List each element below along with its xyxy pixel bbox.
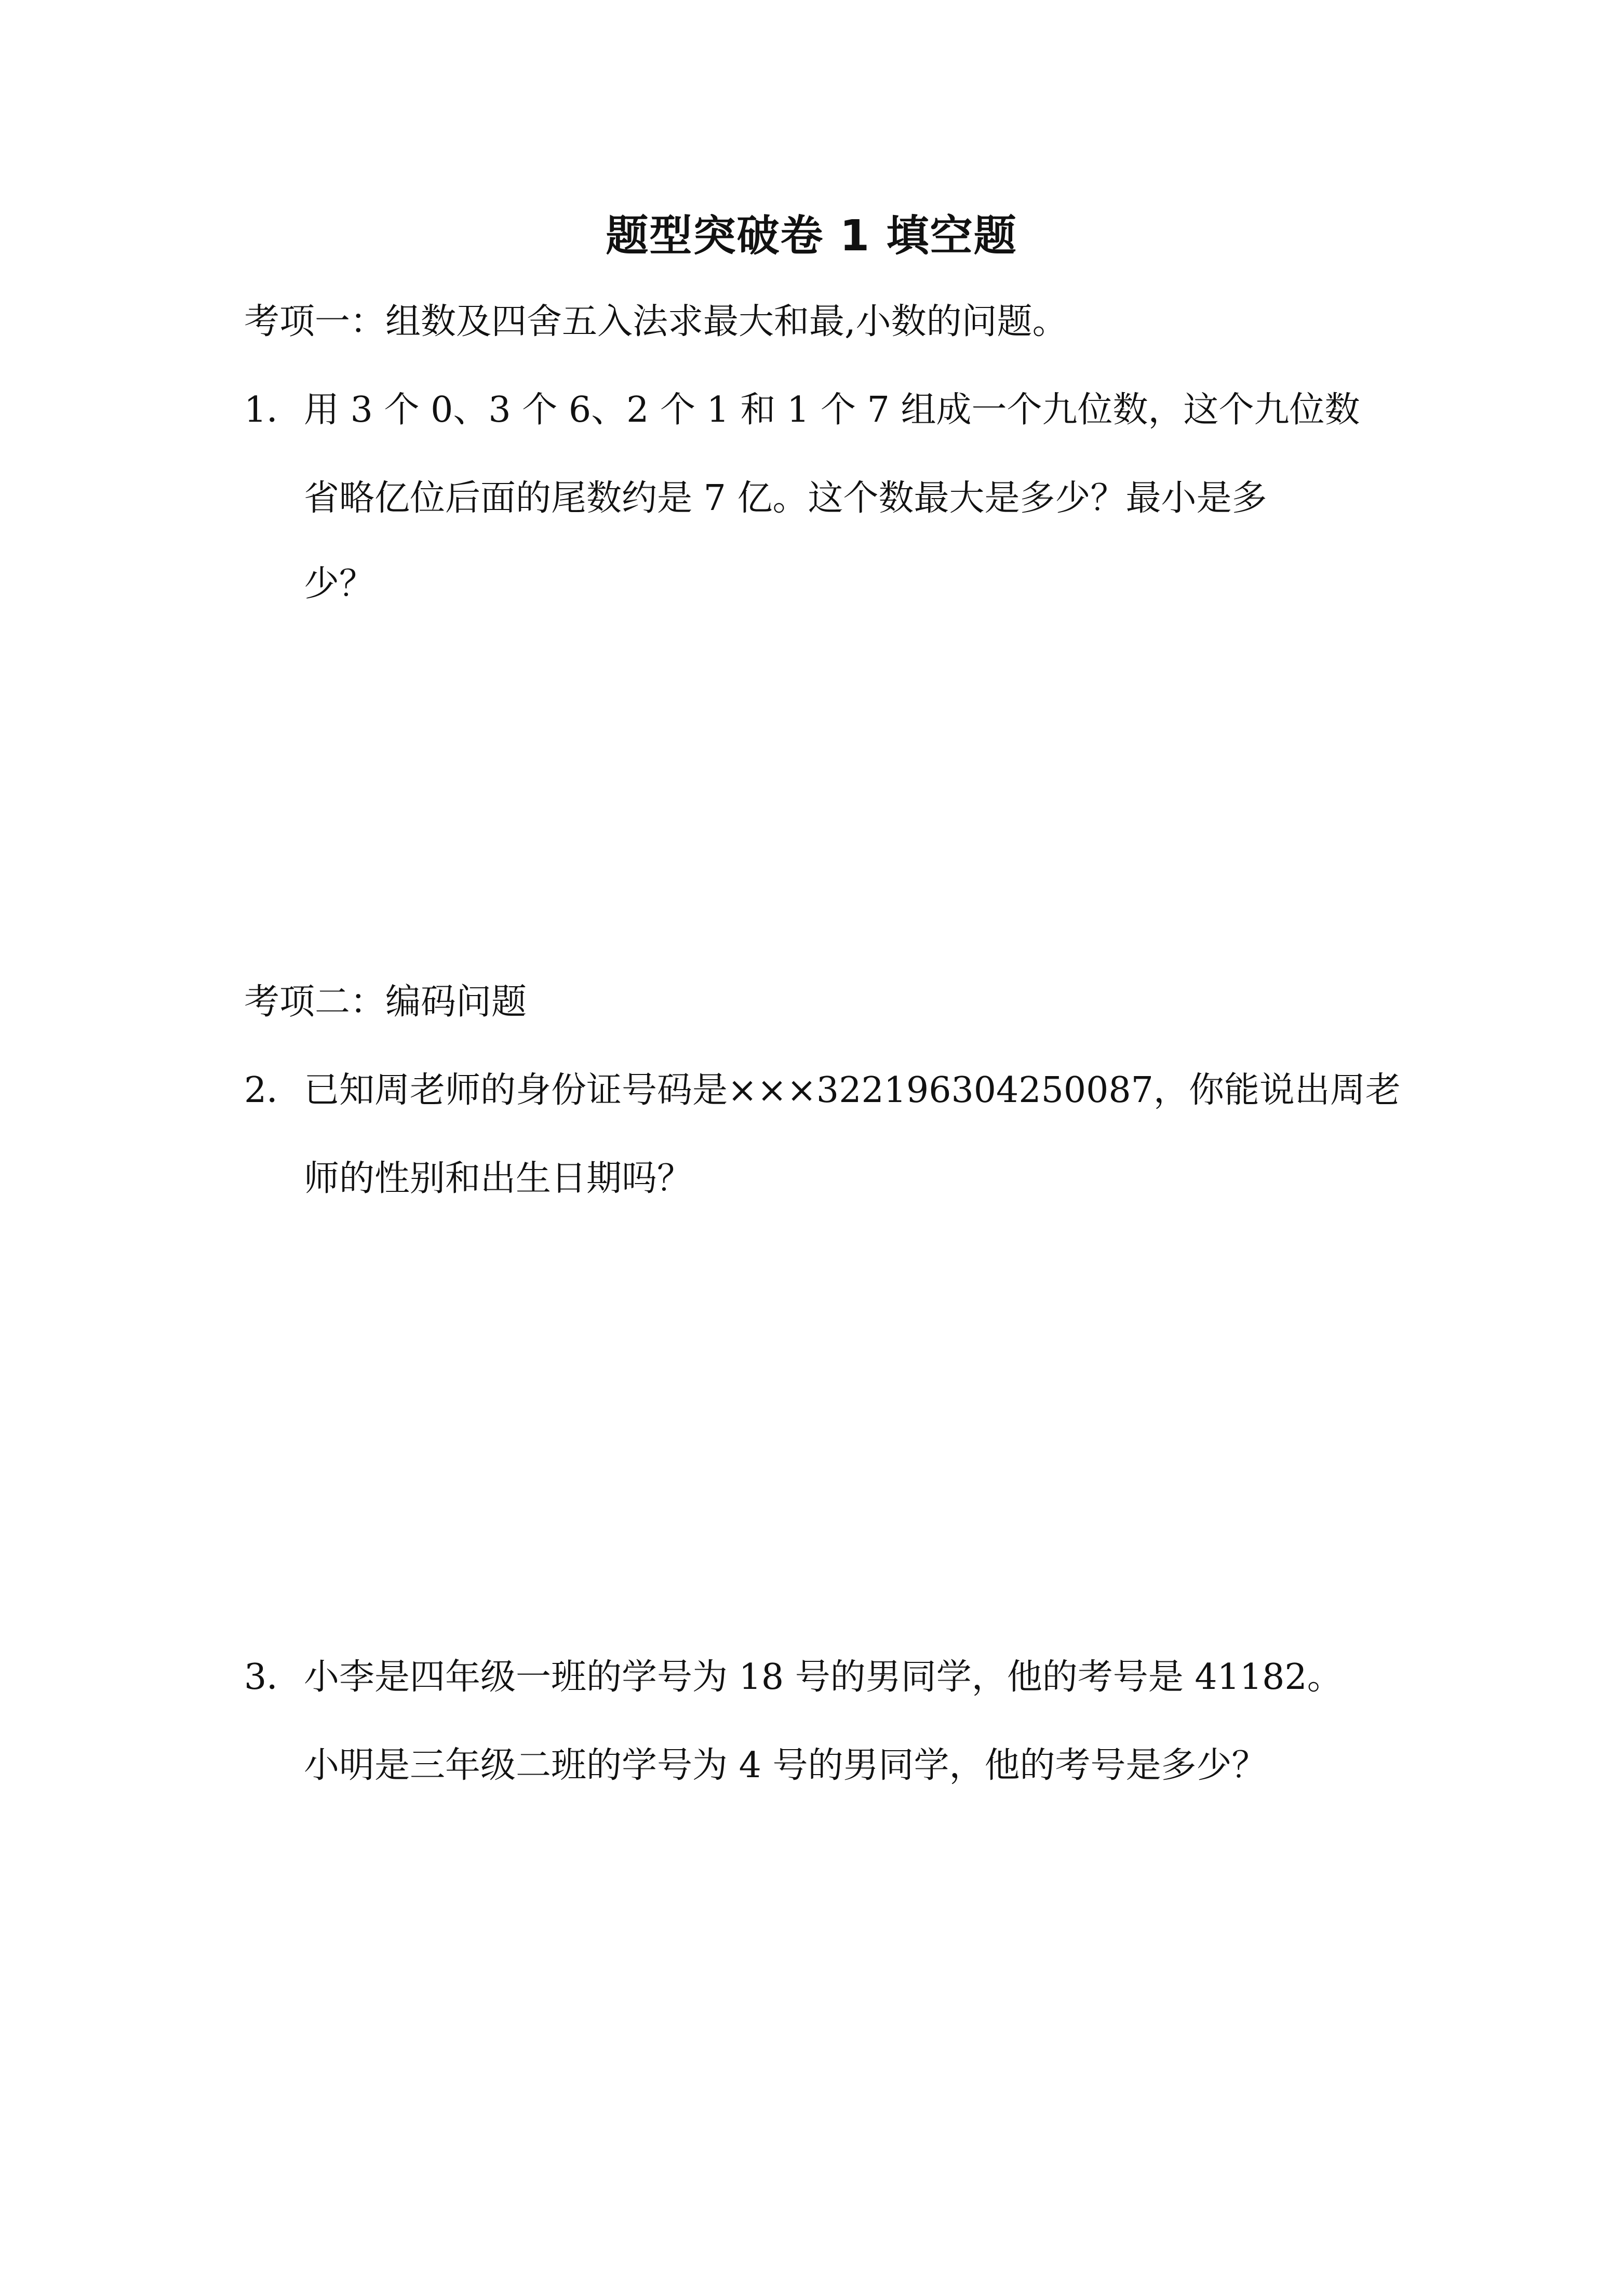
section1-heading: 考项一：组数及四舍五入法求最大和最,小数的问题。 bbox=[244, 301, 1068, 342]
question-2-line-1 bbox=[244, 1065, 1401, 1117]
question-1-text-line-2: 省略亿位后面的尾数约是 7 亿。这个数最大是多少？最小是多 bbox=[304, 478, 1267, 519]
question-3-line-1 bbox=[244, 1651, 1343, 1703]
question-1-line-1 bbox=[244, 384, 1360, 436]
question-1-text-line-1: 用 3 个 0、3 个 6、2 个 1 和 1 个 7 组成一个九位数，这个九位数 bbox=[304, 390, 1360, 431]
question-1-text-line-3: 少？ bbox=[304, 563, 375, 605]
question-1-number: 1． bbox=[244, 390, 302, 431]
question-3-number: 3． bbox=[244, 1657, 302, 1698]
question-2-text-line-1: 已知周老师的身份证号码是×××322196304250087，你能说出周老 bbox=[304, 1070, 1401, 1111]
question-3-text-line-1: 小李是四年级一班的学号为 18 号的男同学，他的考号是 41182。 bbox=[304, 1657, 1343, 1698]
section2-heading: 考项二：编码问题 bbox=[244, 982, 527, 1023]
question-3-text-line-2: 小明是三年级二班的学号为 4 号的男同学，他的考号是多少？ bbox=[304, 1745, 1267, 1786]
question-2-text-line-2: 师的性别和出生日期吗？ bbox=[304, 1158, 693, 1199]
question-2-number: 2． bbox=[244, 1070, 302, 1111]
page-title: 题型突破卷 1 填空题 bbox=[606, 211, 1017, 261]
